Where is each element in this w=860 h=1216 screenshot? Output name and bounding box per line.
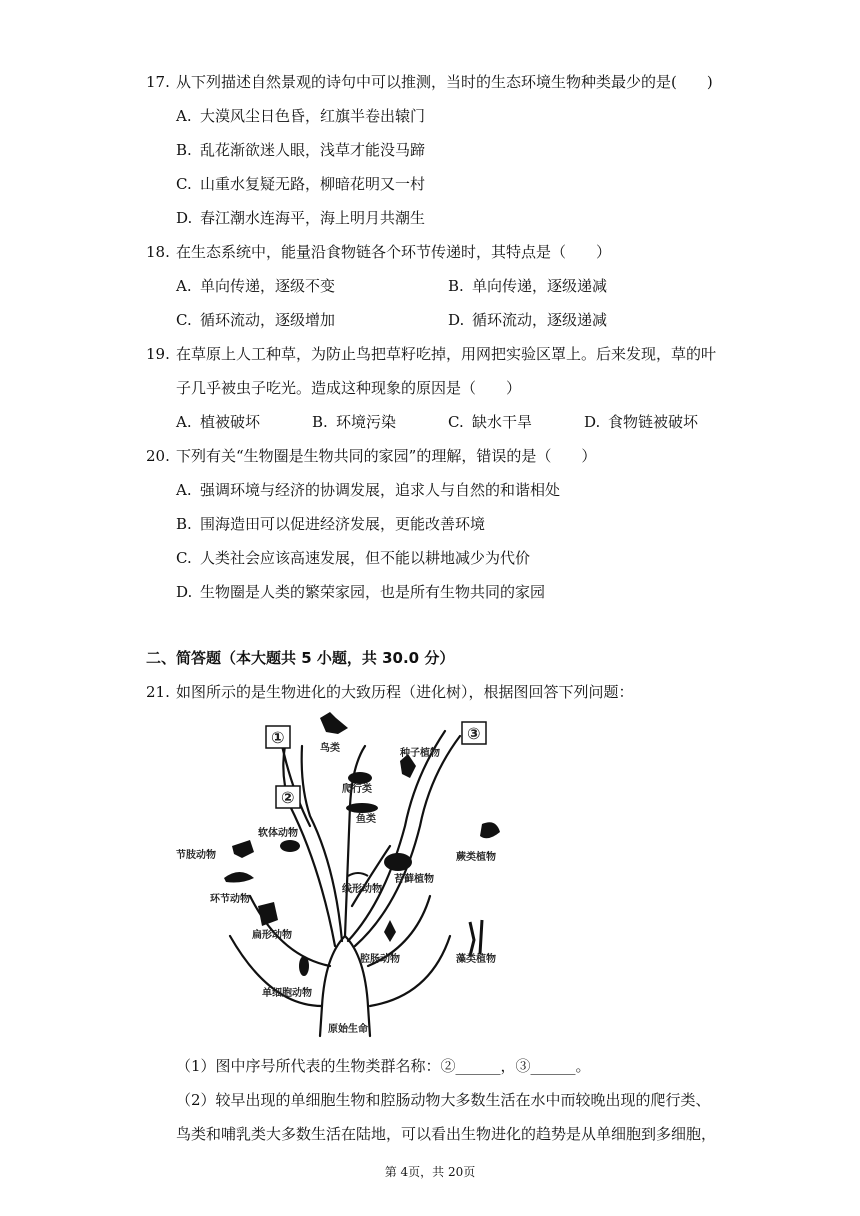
option-letter: C. <box>176 311 192 329</box>
label-coelenterates: 腔肠动物 <box>360 954 400 965</box>
question-number: 21. <box>146 683 170 701</box>
option-text: 山重水复疑无路，柳暗花明又一村 <box>200 175 426 193</box>
question-number: 20. <box>146 447 170 465</box>
option-letter: D. <box>448 311 465 329</box>
sub-question-2-line2: 鸟类和哺乳类大多数生活在陆地，可以看出生物进化的趋势是从单细胞到多细胞， <box>176 1125 717 1143</box>
page-footer: 第 4页，共 20页 <box>384 1165 476 1179</box>
reptile-icon <box>348 772 372 784</box>
mollusk-icon <box>280 840 300 852</box>
question-number: 17. <box>146 73 170 91</box>
option-letter: A. <box>176 413 192 431</box>
fish-icon <box>346 803 378 813</box>
trunk-outline <box>320 936 370 1036</box>
label-birds: 鸟类 <box>320 743 340 754</box>
option-text: 循环流动，逐级递减 <box>472 311 608 329</box>
question-number: 19. <box>146 345 170 363</box>
label-mollusks: 软体动物 <box>258 828 298 839</box>
option-text: 缺水干旱 <box>472 413 533 431</box>
sub-question-2-line1: （2）较早出现的单细胞生物和腔肠动物大多数生活在水中而较晚出现的爬行类、 <box>176 1091 711 1109</box>
question-stem-cont: 子几乎被虫子吃光。造成这种现象的原因是（ ） <box>176 379 522 397</box>
option-text: 单向传递，逐级不变 <box>200 277 336 295</box>
label-circle-2: ② <box>281 788 295 807</box>
option-letter: D. <box>176 583 193 601</box>
option-letter: A. <box>176 481 192 499</box>
evolution-tree-svg <box>170 706 520 1046</box>
option-letter: A. <box>176 277 192 295</box>
option-text: 食物链被破坏 <box>608 413 699 431</box>
question-stem: 如图所示的是生物进化的大致历程（进化树），根据图回答下列问题： <box>176 683 634 701</box>
label-fish: 鱼类 <box>356 814 376 825</box>
option-text: 春江潮水连海平，海上明月共潮生 <box>200 209 426 227</box>
option-text: 植被破坏 <box>200 413 261 431</box>
question-stem: 在草原上人工种草，为防止鸟把草籽吃掉，用网把实验区罩上。后来发现，草的叶 <box>176 345 717 363</box>
option-text: 生物圈是人类的繁荣家园，也是所有生物共同的家园 <box>200 583 546 601</box>
sub-question-1: （1）图中序号所代表的生物类群名称：②______，③______。 <box>176 1057 591 1075</box>
label-algae: 藻类植物 <box>456 954 496 965</box>
label-reptiles: 爬行类 <box>342 784 372 795</box>
option-letter: B. <box>176 141 192 159</box>
branch-left-main-inner <box>302 746 342 941</box>
annelid-icon <box>224 872 254 883</box>
label-annelids: 环节动物 <box>210 894 250 905</box>
algae-icon <box>470 920 482 956</box>
label-moss: 苔藓植物 <box>394 874 434 885</box>
coelenterate-icon <box>384 920 396 942</box>
branch-right-inner <box>348 731 445 941</box>
label-circle-3: ③ <box>467 724 481 743</box>
option-letter: C. <box>176 549 192 567</box>
option-text: 大漠风尘日色昏，红旗半卷出辕门 <box>200 107 426 125</box>
fern-icon <box>480 822 500 838</box>
section-heading: 二、简答题（本大题共 5 小题，共 30.0 分） <box>146 649 455 667</box>
question-number: 18. <box>146 243 170 261</box>
option-letter: A. <box>176 107 192 125</box>
question-stem: 从下列描述自然景观的诗句中可以推测，当时的生态环境生物种类最少的是( ) <box>176 73 713 91</box>
option-text: 围海造田可以促进经济发展，更能改善环境 <box>200 515 486 533</box>
question-stem: 在生态系统中，能量沿食物链各个环节传递时，其特点是（ ） <box>176 243 612 261</box>
moss-icon <box>384 853 412 871</box>
option-text: 环境污染 <box>336 413 397 431</box>
option-letter: B. <box>312 413 328 431</box>
label-arthropods: 节肢动物 <box>176 850 216 861</box>
option-letter: D. <box>584 413 601 431</box>
option-text: 人类社会应该高速发展，但不能以耕地减少为代价 <box>200 549 531 567</box>
branch-middle-right <box>352 846 390 906</box>
label-flatworms: 扁形动物 <box>252 930 292 941</box>
label-protozoa: 单细胞动物 <box>262 988 312 999</box>
flatworm-icon <box>258 902 278 926</box>
evolution-tree-figure <box>170 706 520 1046</box>
bird-icon <box>320 712 348 734</box>
circle-2-box <box>276 786 300 808</box>
option-text: 强调环境与经济的协调发展，追求人与自然的和谐相处 <box>200 481 561 499</box>
label-roundworms: 线形动物 <box>342 884 382 895</box>
protozoa-icon <box>299 956 309 976</box>
label-fern: 蕨类植物 <box>456 852 496 863</box>
option-letter: C. <box>448 413 464 431</box>
circle-1-box <box>266 726 290 748</box>
label-seed-plants: 种子植物 <box>400 748 440 759</box>
option-letter: D. <box>176 209 193 227</box>
branch-right-low <box>370 936 450 1006</box>
option-text: 单向传递，逐级递减 <box>472 277 608 295</box>
option-letter: B. <box>176 515 192 533</box>
question-stem: 下列有关“生物圈是生物共同的家园”的理解，错误的是（ ） <box>176 447 597 465</box>
option-text: 循环流动，逐级增加 <box>200 311 336 329</box>
circle-3-box <box>462 722 486 744</box>
label-circle-1: ① <box>271 728 285 747</box>
roundworm-icon <box>348 873 368 876</box>
option-text: 乱花渐欲迷人眼，浅草才能没马蹄 <box>200 141 426 159</box>
arthropod-icon <box>232 840 254 858</box>
option-letter: B. <box>448 277 464 295</box>
label-origin: 原始生命 <box>328 1024 368 1035</box>
option-letter: C. <box>176 175 192 193</box>
